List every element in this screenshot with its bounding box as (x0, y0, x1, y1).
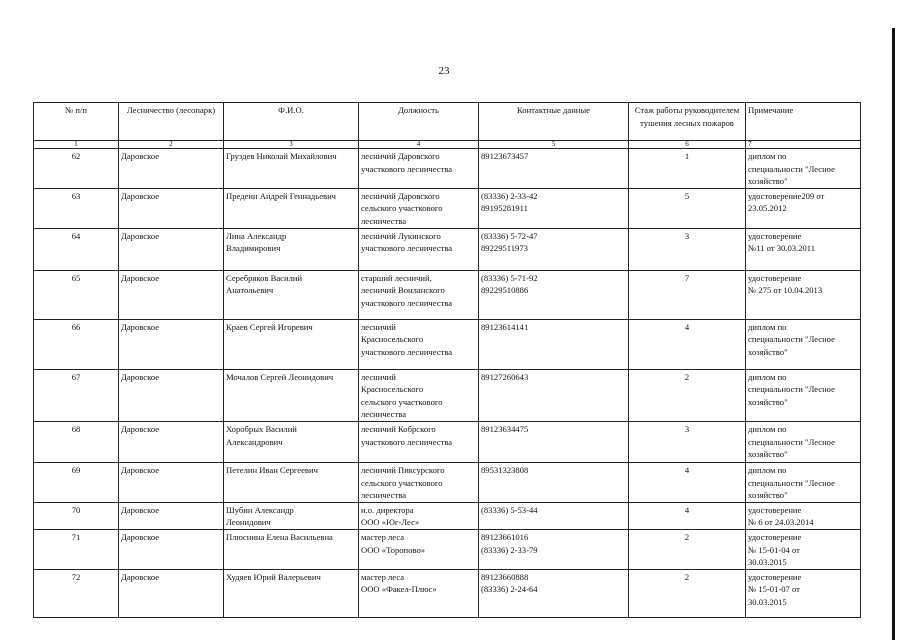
cell-text-line: специальности "Лесное (748, 163, 835, 174)
cell-text-line: ООО «Торопово» (361, 544, 426, 555)
cell-text-line: участкового лесничества (361, 243, 453, 254)
position-cell (359, 529, 479, 569)
note-cell (746, 270, 861, 319)
cell-text-line: Груздев Николай Михайлович (226, 151, 337, 161)
column-number-cell: 5 (479, 141, 629, 149)
cell-text-line: Красносельского (361, 334, 424, 345)
forestry-cell: Даровское (119, 228, 224, 270)
cell-text-line: мастер леса (361, 531, 405, 542)
cell-text-line: Владимирович (226, 243, 281, 254)
note-cell (746, 529, 861, 569)
forestry-cell: Даровское (119, 529, 224, 569)
experience-cell: 4 (629, 319, 746, 369)
cell-text-line: № 6 от 24.03.2014 (748, 517, 814, 528)
cell-text-line: лесничий (361, 371, 396, 382)
cell-text-line: 89123634475 (481, 423, 529, 434)
note-cell (746, 462, 861, 502)
cell-text-line: лесничества (361, 409, 407, 420)
cell-text-line: лесничества (361, 215, 407, 226)
cell-text-line: специальности "Лесное (748, 477, 835, 488)
cell-text-line: лесничий Лукинского (361, 230, 441, 241)
cell-text-line: Серебряков Василий (226, 272, 303, 283)
note-cell (746, 319, 861, 369)
position-cell (359, 421, 479, 462)
table-row (34, 188, 861, 228)
cell-text-line: удостоверение (748, 230, 802, 241)
cell-text-line: и.о. директора (361, 504, 414, 515)
full-name-cell (224, 421, 359, 462)
experience-cell: 4 (629, 502, 746, 529)
cell-text-line: участкового лесничества (361, 297, 453, 308)
cell-text-line: (83336) 5-72-47 (481, 230, 538, 241)
cell-text-line: (83336) 2-24-64 (481, 584, 538, 595)
full-name-cell (224, 319, 359, 369)
row-number-cell: 67 (34, 369, 119, 421)
cell-text-line: удостоверение (748, 571, 802, 582)
row-number-cell: 64 (34, 228, 119, 270)
experience-cell: 4 (629, 462, 746, 502)
column-number-cell: 7 (746, 141, 861, 149)
position-cell (359, 270, 479, 319)
row-number-cell: 68 (34, 421, 119, 462)
forestry-cell: Даровское (119, 188, 224, 228)
column-number-row (34, 141, 861, 149)
table-row (34, 462, 861, 502)
experience-cell: 1 (629, 149, 746, 189)
cell-text-line: Краев Сергей Игоревич (226, 321, 313, 332)
contacts-cell (479, 502, 629, 529)
cell-text-line: 89531323808 (481, 464, 529, 475)
note-cell (746, 228, 861, 270)
contacts-cell (479, 270, 629, 319)
forestry-cell: Даровское (119, 270, 224, 319)
experience-cell: 2 (629, 569, 746, 617)
cell-text-line: 89127260643 (481, 371, 529, 382)
cell-text-line: лесничий Кобрского (361, 423, 436, 434)
full-name-cell (224, 502, 359, 529)
full-name-cell (224, 569, 359, 617)
contacts-cell (479, 421, 629, 462)
position-cell (359, 149, 479, 189)
scan-edge-line (892, 28, 895, 640)
contacts-cell (479, 188, 629, 228)
cell-text-line: 89123673457 (481, 151, 529, 161)
cell-text-line: хозяйство" (748, 490, 788, 501)
cell-text-line: сельского участкового (361, 203, 443, 214)
row-number-cell: 65 (34, 270, 119, 319)
experience-cell: 3 (629, 421, 746, 462)
position-cell (359, 502, 479, 529)
note-cell (746, 369, 861, 421)
cell-text-line: 30.03.2015 (748, 557, 787, 568)
cell-text-line: диплом по (748, 423, 787, 434)
cell-text-line: №11 от 30.03.2011 (748, 243, 816, 254)
cell-text-line: Шубин Александр (226, 504, 294, 515)
cell-text-line: сельского участкового (361, 396, 443, 407)
cell-text-line: сельского участкового (361, 477, 443, 488)
cell-text-line: диплом по (748, 464, 787, 475)
cell-text-line: лесничий Даровского (361, 151, 440, 161)
contacts-cell (479, 369, 629, 421)
experience-cell: 7 (629, 270, 746, 319)
column-number-cell: 4 (359, 141, 479, 149)
forestry-cell: Даровское (119, 369, 224, 421)
position-cell (359, 319, 479, 369)
contacts-cell (479, 319, 629, 369)
full-name-cell (224, 462, 359, 502)
note-cell (746, 149, 861, 189)
experience-cell: 2 (629, 529, 746, 569)
cell-text-line: хозяйство" (748, 346, 788, 357)
table-row (34, 228, 861, 270)
cell-text-line: мастер леса (361, 571, 405, 582)
cell-text-line: удостоверение (748, 531, 802, 542)
cell-text-line: 89195281911 (481, 203, 528, 214)
row-number-cell: 62 (34, 149, 119, 189)
cell-text-line: диплом по (748, 151, 787, 161)
header-cell: Контактные данные (479, 103, 629, 141)
table-body (34, 149, 861, 618)
table-header-row (34, 103, 861, 141)
table-row (34, 569, 861, 617)
header-cell: Должность (359, 103, 479, 141)
cell-text-line: 89123661016 (481, 531, 529, 542)
header-cell: № п/п (34, 103, 119, 141)
cell-text-line: лесничий Пиксурского (361, 464, 445, 475)
table-row (34, 319, 861, 369)
cell-text-line: диплом по (748, 371, 787, 382)
cell-text-line: ООО «Факел-Плюс» (361, 584, 437, 595)
column-number-cell: 1 (34, 141, 119, 149)
cell-text-line: участкового лесничества (361, 436, 453, 447)
table-row (34, 270, 861, 319)
full-name-cell (224, 188, 359, 228)
cell-text-line: Плюснина Елена Васильевна (226, 531, 333, 542)
row-number-cell: 71 (34, 529, 119, 569)
header-cell: Примечание (746, 103, 861, 141)
column-number-cell: 3 (224, 141, 359, 149)
cell-text-line: Леонидович (226, 517, 271, 528)
cell-text-line: Анатольевич (226, 285, 274, 296)
cell-text-line: лесничества (361, 490, 407, 501)
cell-text-line: (83336) 2-33-79 (481, 544, 538, 555)
cell-text-line: удостоверение (748, 272, 802, 283)
full-name-cell (224, 149, 359, 189)
cell-text-line: удостоверение (748, 504, 802, 515)
contacts-cell (479, 228, 629, 270)
cell-text-line: специальности "Лесное (748, 436, 835, 447)
header-cell: Лесничество (лесопарк) (119, 103, 224, 141)
forestry-cell: Даровское (119, 319, 224, 369)
row-number-cell: 63 (34, 188, 119, 228)
cell-text-line: № 15-01-07 от (748, 584, 800, 595)
forest-fire-managers-table (33, 102, 861, 618)
contacts-cell (479, 529, 629, 569)
cell-text-line: участкового лесничества (361, 163, 453, 174)
forestry-cell: Даровское (119, 421, 224, 462)
cell-text-line: 89229510886 (481, 285, 529, 296)
forestry-cell: Даровское (119, 149, 224, 189)
cell-text-line: участкового лесничества (361, 346, 453, 357)
cell-text-line: хозяйство" (748, 176, 788, 187)
note-cell (746, 502, 861, 529)
position-cell (359, 462, 479, 502)
header-cell: Стаж работы руководителем тушения лесных пожаров (629, 103, 746, 141)
cell-text-line: (83336) 2-33-42 (481, 190, 538, 201)
row-number-cell: 66 (34, 319, 119, 369)
page-number: 23 (438, 65, 450, 77)
position-cell (359, 369, 479, 421)
full-name-cell (224, 228, 359, 270)
note-cell (746, 569, 861, 617)
cell-text-line: удостоверение209 от (748, 190, 825, 201)
note-cell (746, 421, 861, 462)
contacts-cell (479, 569, 629, 617)
cell-text-line: 23.05.2012 (748, 203, 787, 214)
position-cell (359, 188, 479, 228)
cell-text-line: 30.03.2015 (748, 596, 787, 607)
cell-text-line: Худяев Юрий Валерьевич (226, 571, 321, 582)
cell-text-line: Лина Александр (226, 230, 287, 241)
cell-text-line: специальности "Лесное (748, 384, 835, 395)
contacts-cell (479, 462, 629, 502)
cell-text-line: диплом по (748, 321, 787, 332)
full-name-cell (224, 369, 359, 421)
cell-text-line: Александрович (226, 436, 283, 447)
cell-text-line: 89123660888 (481, 571, 529, 582)
note-cell (746, 188, 861, 228)
full-name-cell (224, 529, 359, 569)
column-number-cell: 6 (629, 141, 746, 149)
experience-cell: 2 (629, 369, 746, 421)
cell-text-line: 89229511973 (481, 243, 528, 254)
cell-text-line: лесничий Вонланского (361, 285, 445, 296)
full-name-cell (224, 270, 359, 319)
column-number-cell: 2 (119, 141, 224, 149)
cell-text-line: хозяйство" (748, 449, 788, 460)
forestry-cell: Даровское (119, 569, 224, 617)
cell-text-line: № 275 от 10.04.2013 (748, 285, 823, 296)
cell-text-line: специальности "Лесное (748, 334, 835, 345)
forestry-cell: Даровское (119, 462, 224, 502)
cell-text-line: (83336) 5-71-92 (481, 272, 538, 283)
cell-text-line: Петелин Иван Сергеевич (226, 464, 318, 475)
cell-text-line: Хоробрых Василий (226, 423, 297, 434)
contacts-cell (479, 149, 629, 189)
row-number-cell: 69 (34, 462, 119, 502)
cell-text-line: № 15-01-04 от (748, 544, 800, 555)
forestry-cell: Даровское (119, 502, 224, 529)
header-cell: Ф.И.О. (224, 103, 359, 141)
cell-text-line: лесничий (361, 321, 396, 332)
cell-text-line: 89123614141 (481, 321, 529, 332)
position-cell (359, 228, 479, 270)
cell-text-line: старший лесничий, (361, 272, 432, 283)
cell-text-line: Предеин Андрей Геннадьевич (226, 190, 336, 201)
table-row (34, 529, 861, 569)
cell-text-line: ООО «Юг-Лес» (361, 517, 420, 528)
row-number-cell: 70 (34, 502, 119, 529)
row-number-cell: 72 (34, 569, 119, 617)
table-row (34, 502, 861, 529)
cell-text-line: хозяйство" (748, 396, 788, 407)
experience-cell: 3 (629, 228, 746, 270)
cell-text-line: Мочалов Сергей Леонидович (226, 371, 334, 382)
cell-text-line: лесничий Даровского (361, 190, 440, 201)
table-row (34, 369, 861, 421)
cell-text-line: (83336) 5-53-44 (481, 504, 538, 515)
table-row (34, 149, 861, 189)
cell-text-line: Красносельского (361, 384, 424, 395)
position-cell (359, 569, 479, 617)
experience-cell: 5 (629, 188, 746, 228)
table-row (34, 421, 861, 462)
